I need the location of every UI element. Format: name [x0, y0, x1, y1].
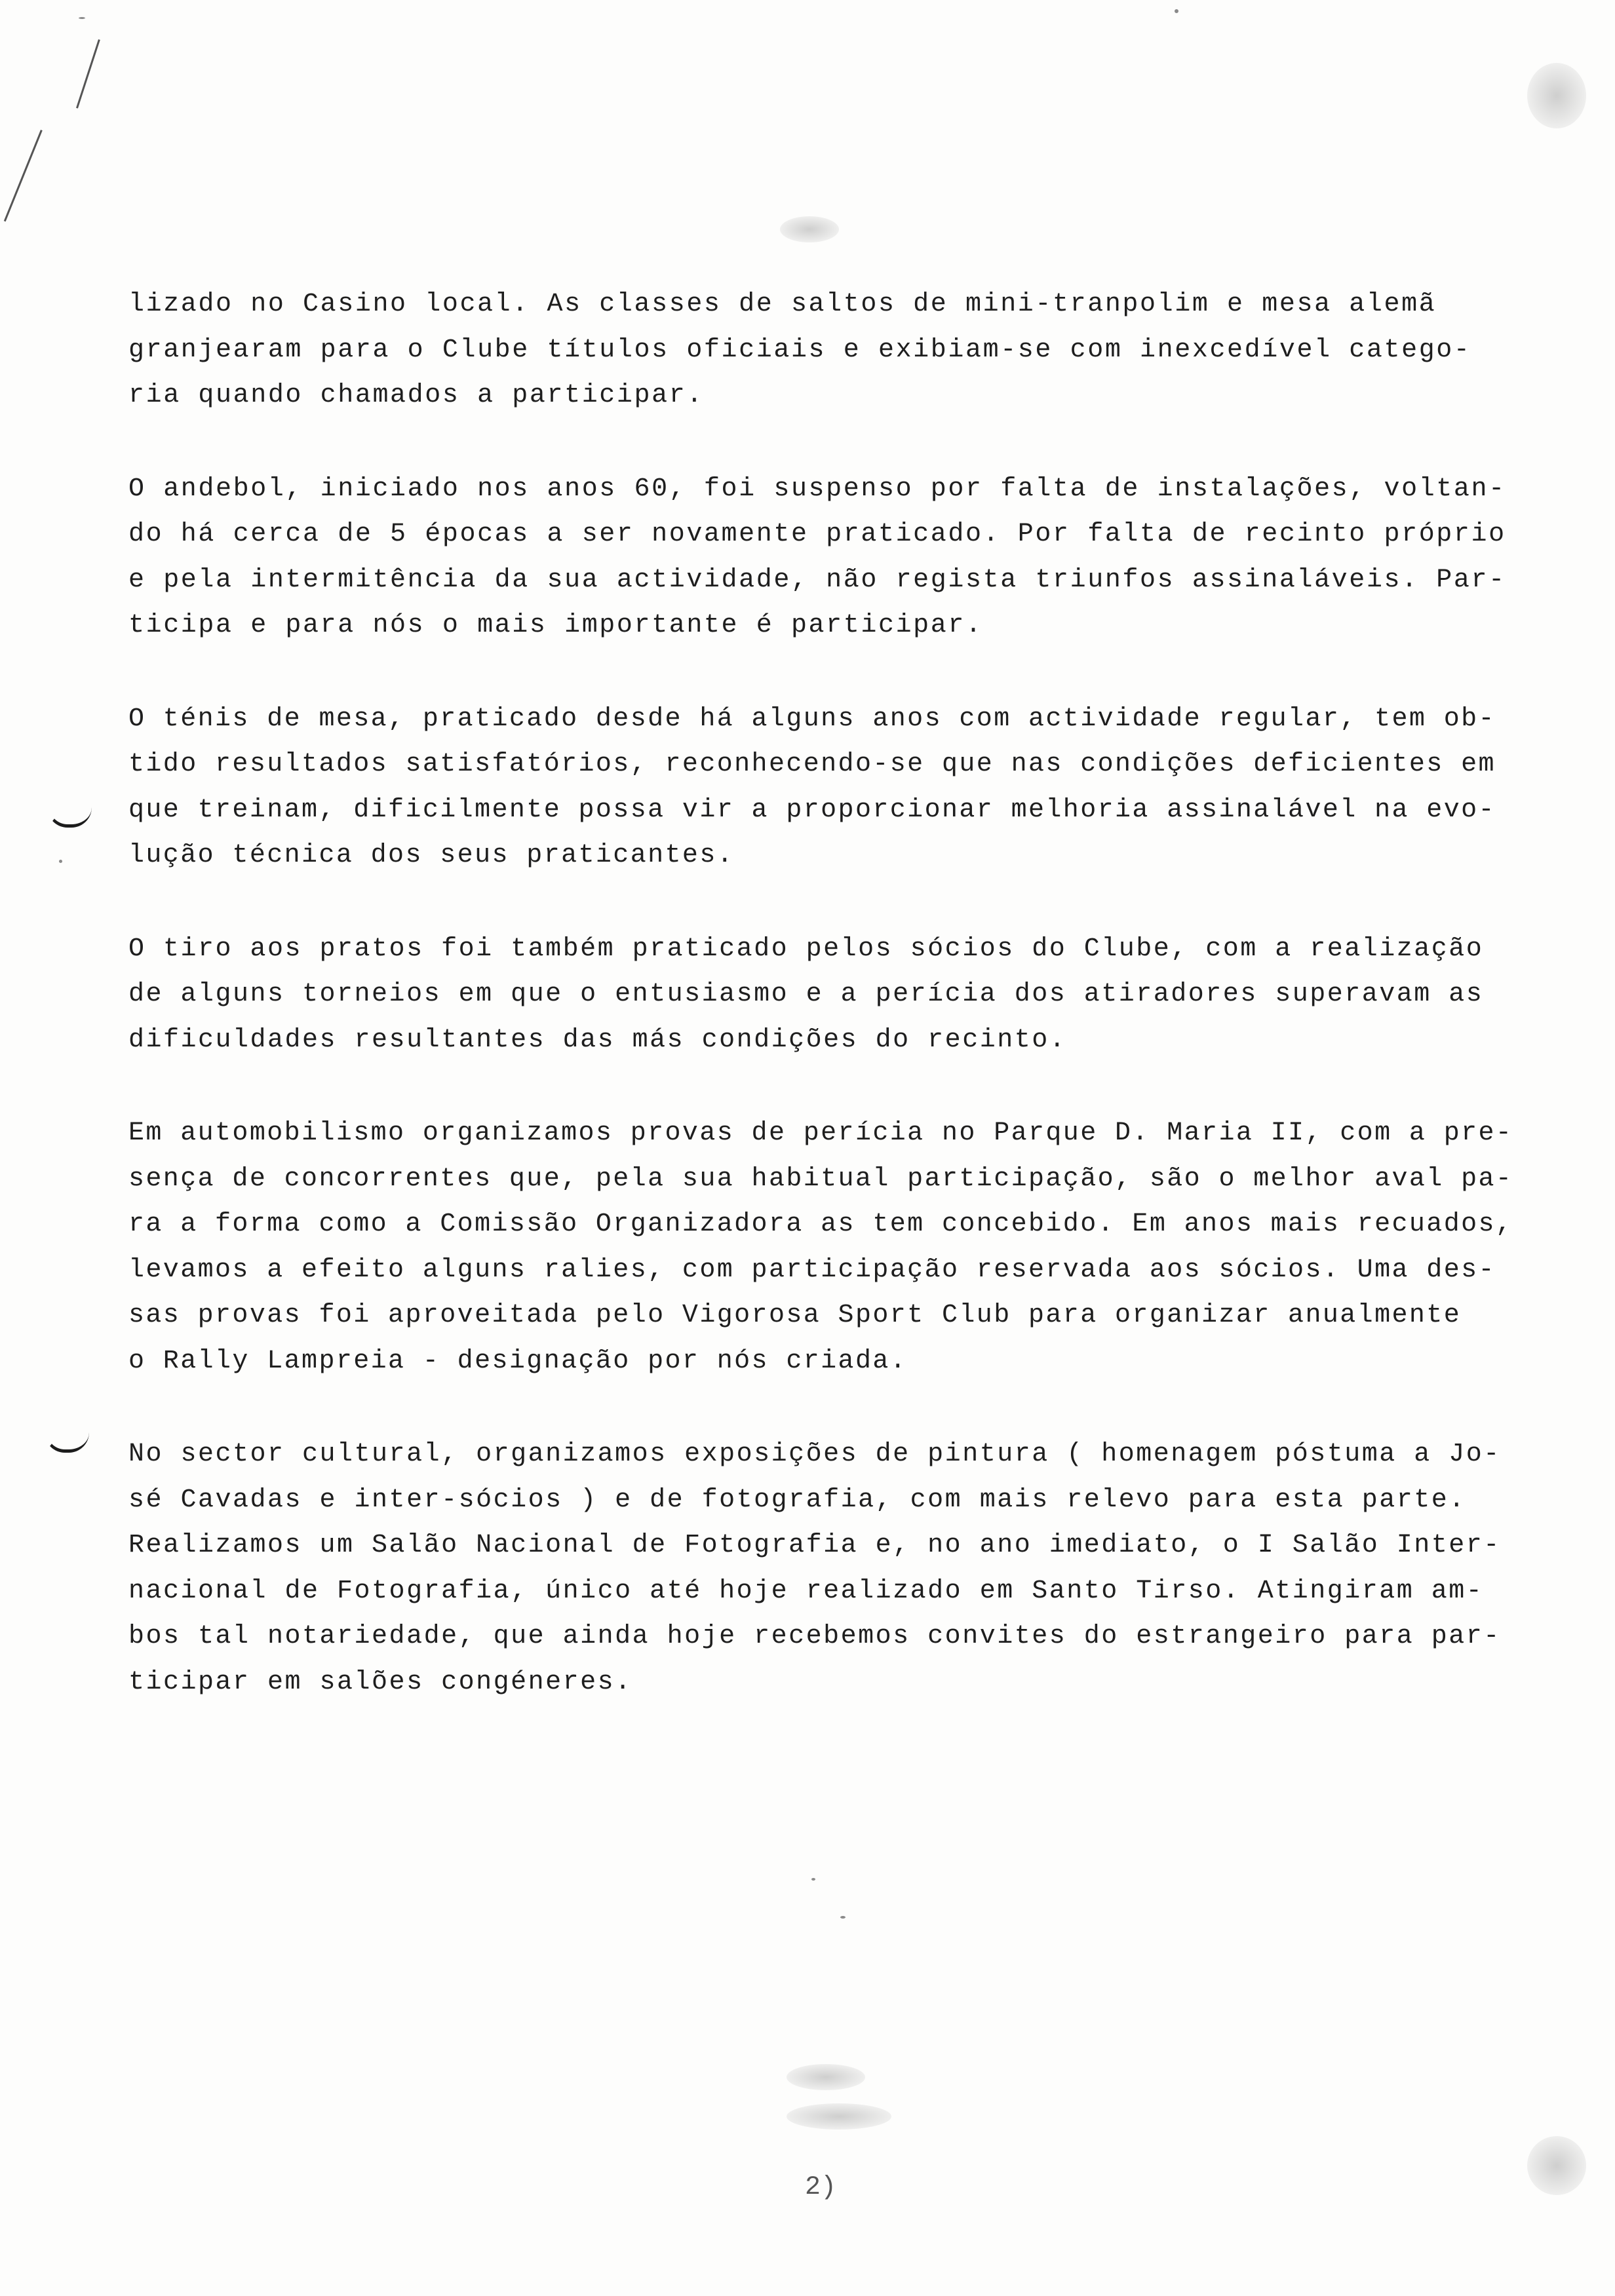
- text-line: levamos a efeito alguns ralies, com participação reservada aos sócios. Uma des-: [128, 1255, 1496, 1285]
- text-line: de alguns torneios em que o entusiasmo e a perícia dos atiradores superavam as: [128, 980, 1484, 1009]
- text-line: lizado no Casino local. As classes de saltos de mini-tranpolim e mesa alemã: [128, 290, 1437, 319]
- paragraph-handball: [128, 467, 1538, 649]
- edge-pen-stroke: [76, 39, 100, 109]
- text-line: O tiro aos pratos foi também praticado pelos sócios do Clube, com a realização: [128, 934, 1484, 964]
- scan-smudge: [787, 2103, 891, 2130]
- text-line: do há cerca de 5 épocas a ser novamente praticado. Por falta de recinto próprio: [128, 520, 1506, 549]
- text-line: dificuldades resultantes das más condições do recinto.: [128, 1025, 1067, 1055]
- text-line: que treinam, dificilmente possa vir a proporcionar melhoria assinalável na evo-: [128, 795, 1496, 825]
- text-line: sença de concorrentes que, pela sua habitual participação, são o melhor aval pa-: [128, 1164, 1513, 1194]
- text-line: ra a forma como a Comissão Organizadora as tem concebido. Em anos mais recuados,: [128, 1210, 1513, 1239]
- text-line: ticipa e para nós o mais importante é participar.: [128, 611, 983, 640]
- paragraph-clay-shooting: [128, 927, 1538, 1063]
- text-line: lução técnica dos seus praticantes.: [128, 841, 735, 870]
- scan-smudge: [780, 216, 839, 242]
- margin-pencil-mark: [45, 1432, 89, 1453]
- text-line: ticipar em salões congéneres.: [128, 1667, 632, 1697]
- paragraph-gymnastics: [128, 282, 1538, 419]
- text-line: O andebol, iniciado nos anos 60, foi suspenso por falta de instalações, voltan-: [128, 474, 1506, 504]
- text-line: sas provas foi aproveitada pelo Vigorosa Sport Club para organizar anualmente: [128, 1301, 1462, 1330]
- text-line: e pela intermitência da sua actividade, não regista triunfos assinaláveis. Par-: [128, 565, 1506, 595]
- scan-speck: [79, 17, 85, 19]
- text-line: granjearam para o Clube títulos oficiais e exibiam-se com inexcedível catego-: [128, 335, 1471, 365]
- paragraph-cultural: [128, 1432, 1538, 1705]
- document-body: [128, 282, 1538, 1753]
- scan-speck: [59, 860, 62, 863]
- text-line: Realizamos um Salão Nacional de Fotografia e, no ano imediato, o I Salão Inter-: [128, 1531, 1501, 1560]
- scan-smudge: [1527, 2136, 1586, 2195]
- scan-smudge: [787, 2064, 865, 2090]
- text-line: sé Cavadas e inter-sócios ) e de fotografia, com mais relevo para esta parte.: [128, 1485, 1466, 1515]
- edge-pen-stroke: [4, 130, 43, 221]
- margin-pencil-mark: [47, 807, 92, 828]
- scan-speck: [811, 1878, 815, 1881]
- text-line: bos tal notariedade, que ainda hoje recebemos convites do estrangeiro para par-: [128, 1622, 1501, 1651]
- scan-smudge: [1527, 63, 1586, 128]
- paragraph-motorsport: [128, 1111, 1538, 1384]
- text-line: Em automobilismo organizamos provas de perícia no Parque D. Maria II, com a pre-: [128, 1119, 1513, 1148]
- text-line: o Rally Lampreia - designação por nós criada.: [128, 1346, 908, 1376]
- text-line: ria quando chamados a participar.: [128, 381, 704, 410]
- paragraph-table-tennis: [128, 697, 1538, 879]
- text-line: nacional de Fotografia, único até hoje realizado em Santo Tirso. Atingiram am-: [128, 1576, 1484, 1606]
- scan-speck: [840, 1916, 846, 1919]
- text-line: O ténis de mesa, praticado desde há alguns anos com actividade regular, tem ob-: [128, 704, 1496, 734]
- text-line: No sector cultural, organizamos exposições de pintura ( homenagem póstuma a Jo-: [128, 1440, 1501, 1469]
- text-line: tido resultados satisfatórios, reconhecendo-se que nas condições deficientes em: [128, 750, 1496, 779]
- page-number: 2): [805, 2173, 837, 2202]
- scan-speck: [1175, 9, 1178, 13]
